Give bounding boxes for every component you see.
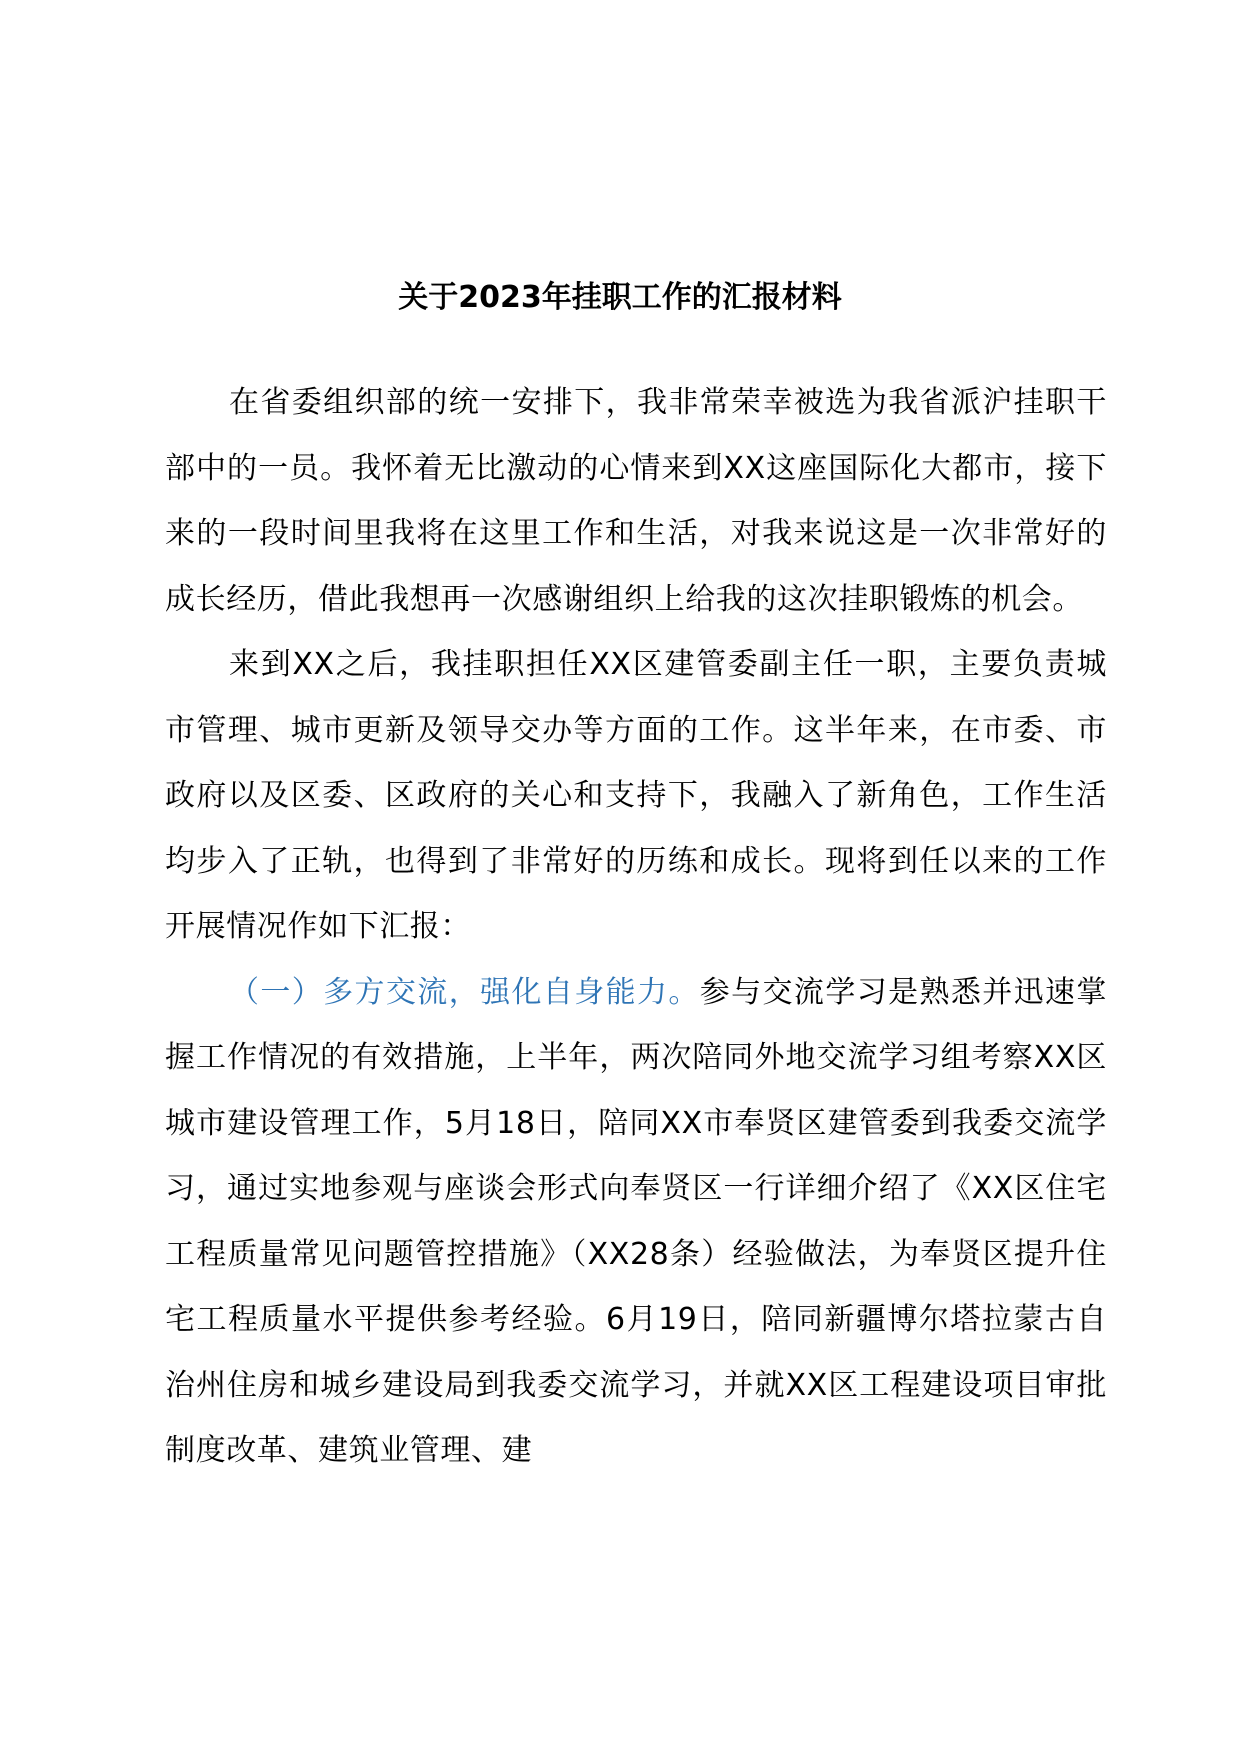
section-heading: （一）多方交流，强化自身能力。 xyxy=(229,974,700,1010)
paragraph-background xyxy=(165,632,1107,960)
document-title: 关于2023年挂职工作的汇报材料 xyxy=(398,280,842,315)
paragraph-intro xyxy=(165,370,1107,632)
document-body xyxy=(165,370,1107,1484)
paragraph-background-text: 来到XX之后，我挂职担任XX区建管委副主任一职，主要负责城市管理、城市更新及领导交办等方面的工作。这半年来，在市委、市政府以及区委、区政府的关心和支持下，我融入了新角色，工作生活均步入了正轨，也得到了非常好的历练和成长。现将到任以来的工作开展情况作如下汇报： xyxy=(165,647,1107,944)
paragraph-section-one xyxy=(165,960,1107,1484)
paragraph-section-one-text: 参与交流学习是熟悉并迅速掌握工作情况的有效措施，上半年，两次陪同外地交流学习组考察XX区城市建设管理工作，5月18日，陪同XX市奉贤区建管委到我委交流学习，通过实地参观与座谈会形式向奉贤区一行详细介绍了《XX区住宅工程质量常见问题管控措施》（XX28条）经验做法，为奉贤区提升住宅工程质量水平提供参考经验。6月19日，陪同新疆博尔塔拉蒙古自治州住房和城乡建设局到我委交流学习，并就XX区工程建设项目审批制度改革、建筑业管理、建 xyxy=(165,974,1107,1468)
paragraph-intro-text: 在省委组织部的统一安排下，我非常荣幸被选为我省派沪挂职干部中的一员。我怀着无比激动的心情来到XX这座国际化大都市，接下来的一段时间里我将在这里工作和生活，对我来说这是一次非常好的成长经历，借此我想再一次感谢组织上给我的这次挂职锻炼的机会。 xyxy=(165,385,1107,617)
